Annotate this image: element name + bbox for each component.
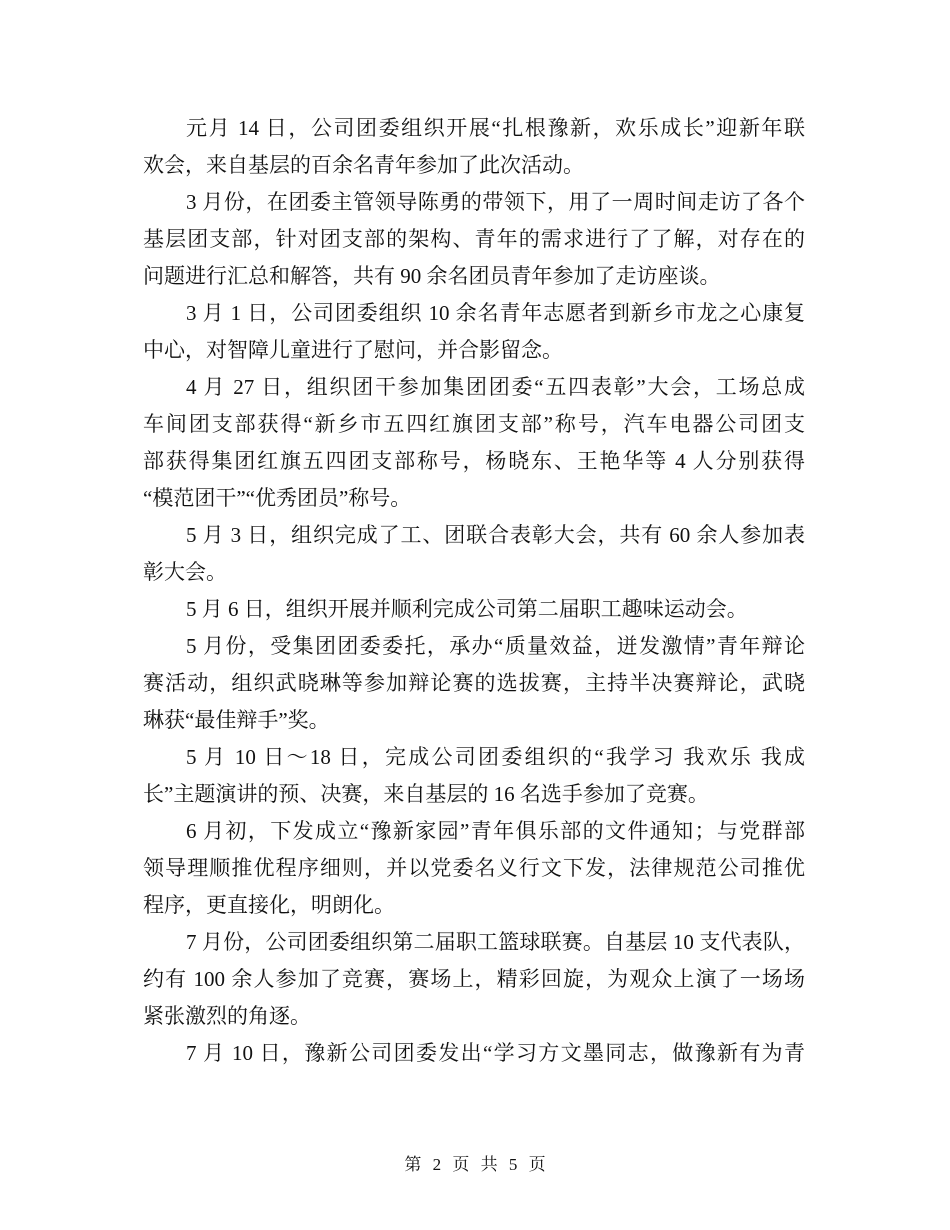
paragraph-line: 部获得集团红旗五四团支部称号，杨晓东、王艳华等 4 人分别获得	[143, 449, 805, 473]
paragraph	[143, 369, 805, 517]
paragraph-line: “模范团干”“优秀团员”称号。	[143, 486, 412, 510]
paragraph-line: 3 月 1 日，公司团委组织 10 余名青年志愿者到新乡市龙之心康复	[186, 301, 805, 325]
paragraph-line: 彰大会。	[143, 560, 227, 584]
paragraph-line: 3 月份，在团委主管领导陈勇的带领下，用了一周时间走访了各个	[186, 190, 805, 214]
paragraph	[143, 591, 805, 628]
paragraph	[143, 110, 805, 184]
paragraph-line: 5 月 10 日～18 日，完成公司团委组织的“我学习 我欢乐 我成	[186, 745, 805, 769]
paragraph-line: 约有 100 余人参加了竞赛，赛场上，精彩回旋，为观众上演了一场场	[143, 967, 805, 991]
document-body	[143, 110, 805, 1072]
paragraph	[143, 739, 805, 813]
paragraph	[143, 295, 805, 369]
paragraph	[143, 517, 805, 591]
paragraph-line: 领导理顺推优程序细则，并以党委名义行文下发，法律规范公司推优	[143, 856, 805, 880]
paragraph	[143, 924, 805, 1035]
paragraph	[143, 184, 805, 295]
paragraph-line: 7 月份，公司团委组织第二届职工篮球联赛。自基层 10 支代表队，	[186, 930, 805, 954]
paragraph	[143, 813, 805, 924]
paragraph-line: 5 月份，受集团团委委托，承办“质量效益，迸发激情”青年辩论	[186, 634, 805, 658]
paragraph-line: 长”主题演讲的预、决赛，来自基层的 16 名选手参加了竞赛。	[143, 782, 709, 806]
paragraph-line: 问题进行汇总和解答，共有 90 余名团员青年参加了走访座谈。	[143, 264, 721, 288]
paragraph-line: 车间团支部获得“新乡市五四红旗团支部”称号，汽车电器公司团支	[143, 412, 805, 436]
paragraph-line: 基层团支部，针对团支部的架构、青年的需求进行了了解，对存在的	[143, 227, 805, 251]
paragraph-line: 4 月 27 日，组织团干参加集团团委“五四表彰”大会，工场总成	[186, 375, 805, 399]
paragraph-line: 程序，更直接化，明朗化。	[143, 893, 395, 917]
page-number-label: 第 2 页 共 5 页	[404, 1155, 546, 1174]
paragraph-line: 紧张激烈的角逐。	[143, 1004, 311, 1028]
paragraph-line: 元月 14 日，公司团委组织开展“扎根豫新，欢乐成长”迎新年联	[186, 116, 805, 140]
paragraph	[143, 1035, 805, 1072]
paragraph	[143, 628, 805, 739]
paragraph-line: 琳获“最佳辩手”奖。	[143, 708, 330, 732]
paragraph-line: 7 月 10 日，豫新公司团委发出“学习方文墨同志，做豫新有为青	[186, 1041, 805, 1065]
paragraph-line: 6 月初，下发成立“豫新家园”青年俱乐部的文件通知；与党群部	[186, 819, 805, 843]
paragraph-line: 中心，对智障儿童进行了慰问，并合影留念。	[143, 338, 563, 362]
paragraph-line: 赛活动，组织武晓琳等参加辩论赛的选拔赛，主持半决赛辩论，武晓	[143, 671, 805, 695]
paragraph-line: 5 月 3 日，组织完成了工、团联合表彰大会，共有 60 余人参加表	[186, 523, 805, 547]
paragraph-line: 5 月 6 日，组织开展并顺利完成公司第二届职工趣味运动会。	[186, 597, 748, 621]
paragraph-line: 欢会，来自基层的百余名青年参加了此次活动。	[143, 153, 584, 177]
